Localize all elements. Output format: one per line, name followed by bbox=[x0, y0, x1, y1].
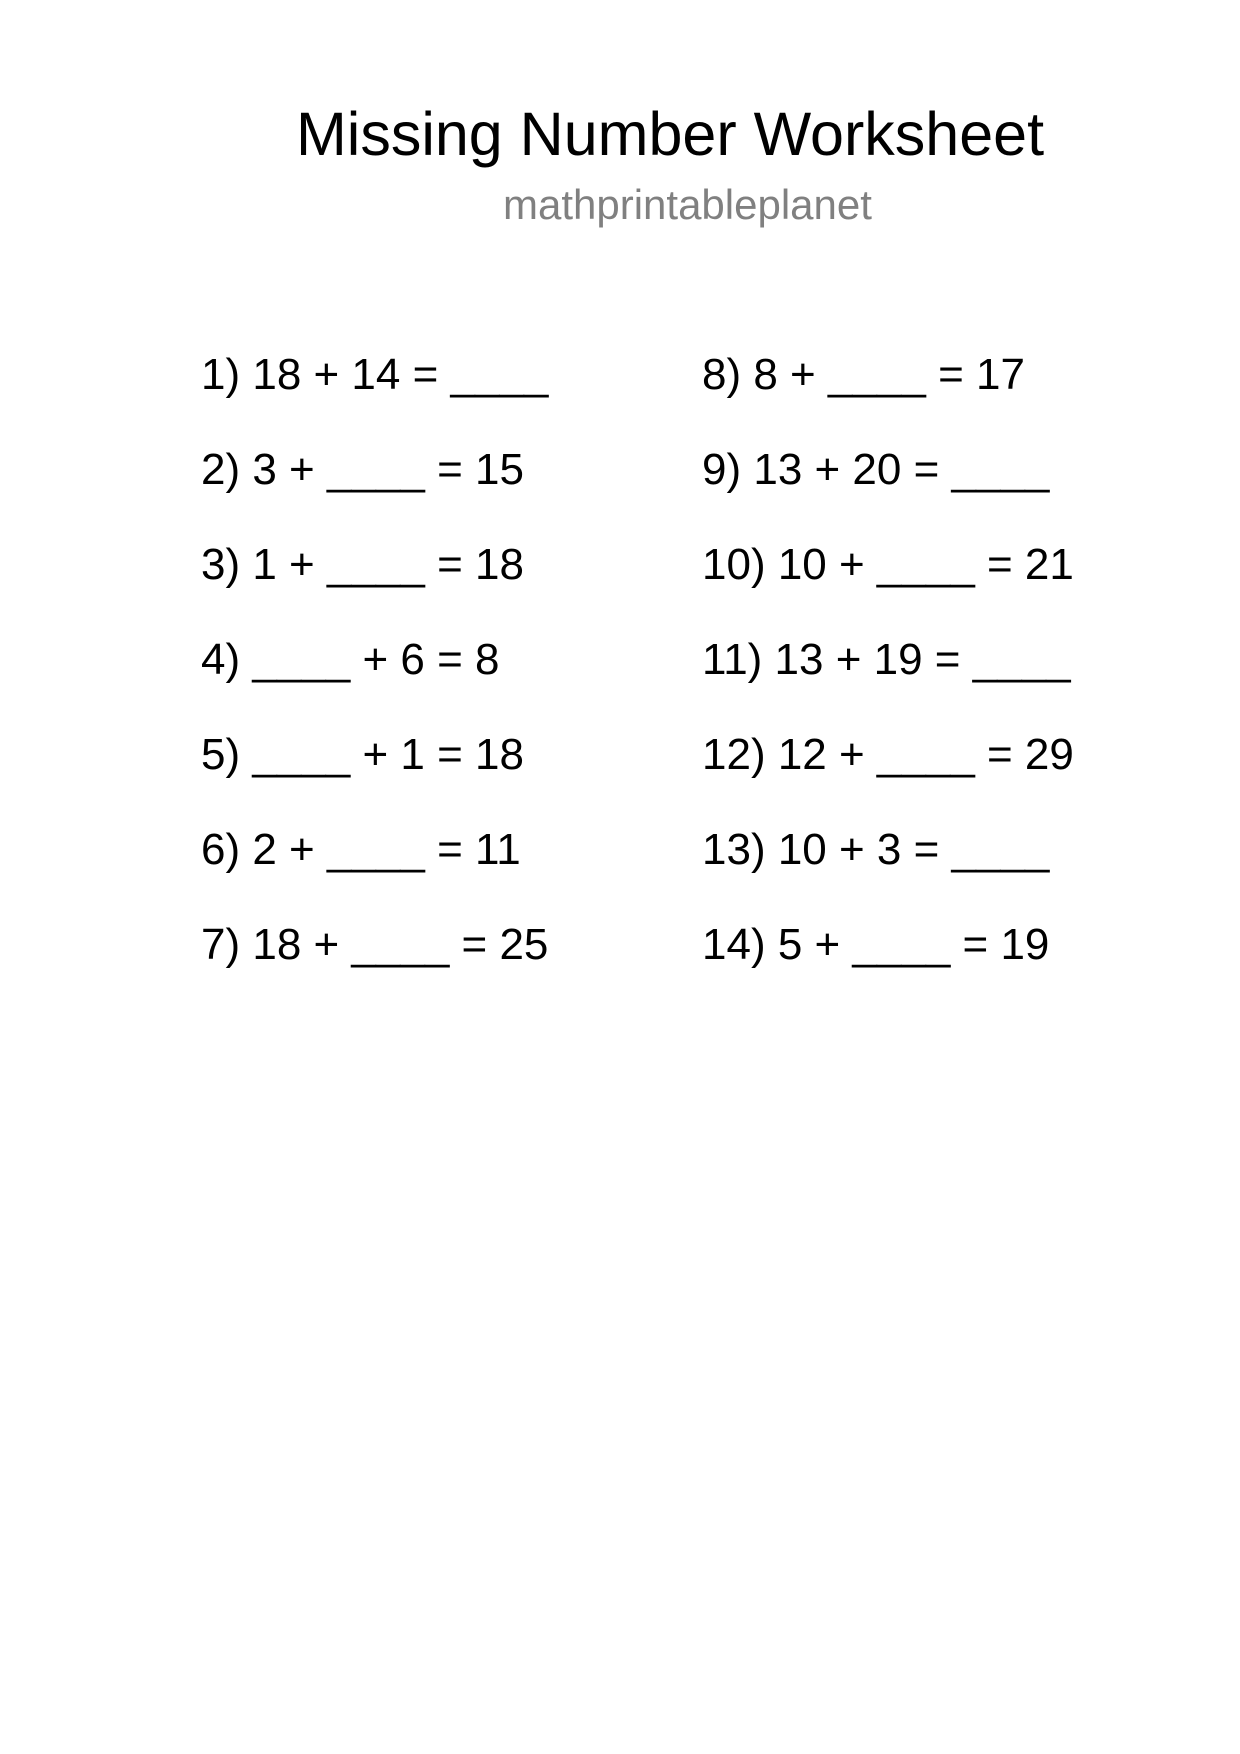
problem-7: 7) 18 + ____ = 25 bbox=[201, 920, 549, 969]
problem-8: 8) 8 + ____ = 17 bbox=[702, 350, 1025, 399]
problem-12: 12) 12 + ____ = 29 bbox=[702, 730, 1074, 779]
problem-1: 1) 18 + 14 = ____ bbox=[201, 350, 549, 399]
problem-6: 6) 2 + ____ = 11 bbox=[201, 825, 521, 874]
problem-3: 3) 1 + ____ = 18 bbox=[201, 540, 524, 589]
problem-13: 13) 10 + 3 = ____ bbox=[702, 825, 1050, 874]
problem-9: 9) 13 + 20 = ____ bbox=[702, 445, 1050, 494]
problems-right-column bbox=[702, 350, 1074, 1015]
problem-2: 2) 3 + ____ = 15 bbox=[201, 445, 524, 494]
worksheet-title: Missing Number Worksheet bbox=[295, 100, 1045, 168]
problem-14: 14) 5 + ____ = 19 bbox=[702, 920, 1050, 969]
problem-11: 11) 13 + 19 = ____ bbox=[702, 635, 1071, 684]
problem-4: 4) ____ + 6 = 8 bbox=[201, 635, 500, 684]
problem-10: 10) 10 + ____ = 21 bbox=[702, 540, 1074, 589]
problems-left-column bbox=[201, 350, 548, 1015]
problem-5: 5) ____ + 1 = 18 bbox=[201, 730, 524, 779]
worksheet-subtitle: mathprintableplanet bbox=[503, 181, 872, 228]
